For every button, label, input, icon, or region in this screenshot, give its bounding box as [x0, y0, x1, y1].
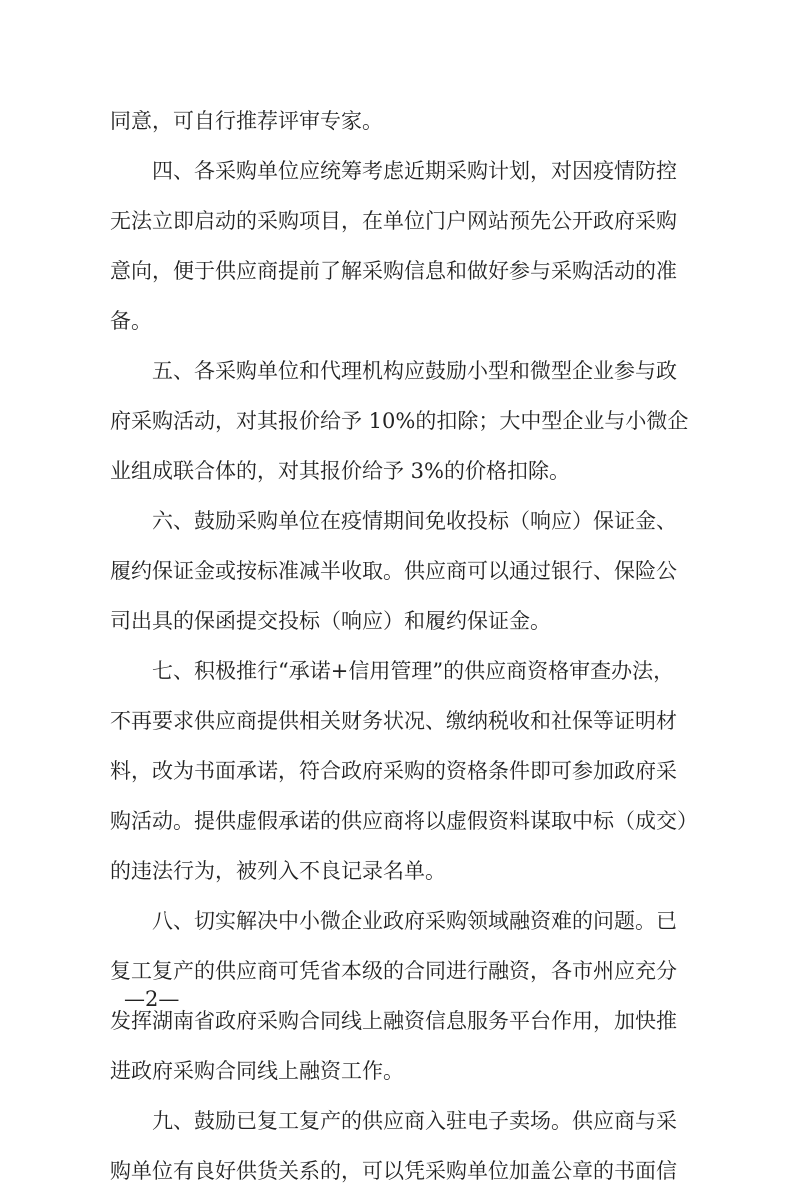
document-body: [110, 96, 698, 1196]
text-line: 履约保证金或按标准减半收取。供应商可以通过银行、保险公: [110, 559, 677, 583]
text-line: 九、鼓励已复工复产的供应商入驻电子卖场。供应商与采: [152, 1109, 677, 1133]
text-line: 八、切实解决中小微企业政府采购领域融资难的问题。已: [152, 909, 677, 933]
text-line: 同意，可自行推荐评审专家。: [110, 109, 383, 133]
text-line: 六、鼓励采购单位在疫情期间免收投标（响应）保证金、: [152, 509, 677, 533]
text-line: 的违法行为，被列入不良记录名单。: [110, 859, 446, 883]
text-line: 购活动。提供虚假承诺的供应商将以虚假资料谋取中标（成交）: [110, 809, 698, 833]
text-line: 不再要求供应商提供相关财务状况、缴纳税收和社保等证明材: [110, 709, 677, 733]
text-line: 四、各采购单位应统筹考虑近期采购计划，对因疫情防控: [152, 159, 677, 183]
text-line: 复工复产的供应商可凭省本级的合同进行融资，各市州应充分: [110, 959, 677, 983]
text-line: 发挥湖南省政府采购合同线上融资信息服务平台作用，加快推: [110, 1009, 677, 1033]
text-line: 购单位有良好供货关系的，可以凭采购单位加盖公章的书面信: [110, 1159, 677, 1183]
text-line: 意向，便于供应商提前了解采购信息和做好参与采购活动的准: [110, 259, 677, 283]
page-number: —2—: [124, 987, 180, 1011]
text-line: 进政府采购合同线上融资工作。: [110, 1059, 404, 1083]
text-line: 司出具的保函提交投标（响应）和履约保证金。: [110, 609, 551, 633]
text-line: 府采购活动，对其报价给予 10%的扣除；大中型企业与小微企: [110, 409, 689, 433]
text-line: 业组成联合体的，对其报价给予 3%的价格扣除。: [110, 459, 570, 483]
text-line: 无法立即启动的采购项目，在单位门户网站预先公开政府采购: [110, 209, 677, 233]
text-line: 五、各采购单位和代理机构应鼓励小型和微型企业参与政: [152, 359, 677, 383]
text-line: 备。: [110, 309, 152, 333]
text-line: 料，改为书面承诺，符合政府采购的资格条件即可参加政府采: [110, 759, 677, 783]
text-line: 七、积极推行“承诺+信用管理”的供应商资格审查办法，: [152, 659, 675, 683]
